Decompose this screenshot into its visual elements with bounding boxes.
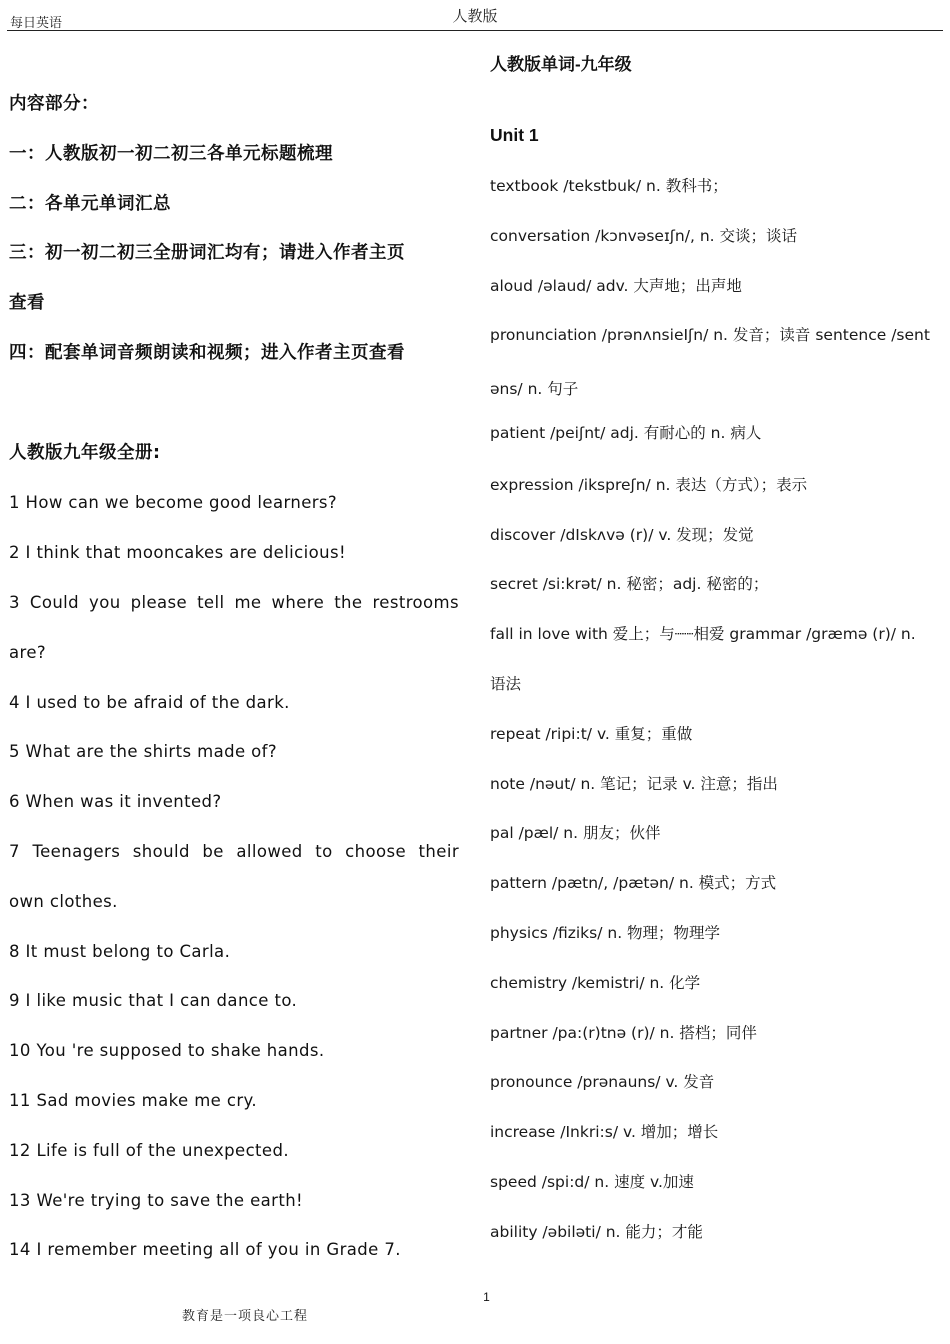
toc-item-3: 三：初一初二初三全册词汇均有；请进入作者主页 <box>9 243 405 264</box>
vocab-entry: chemistry /kemistri/ n. 化学 <box>490 973 701 992</box>
unit-title: 10 You 're supposed to shake hands. <box>9 1041 325 1061</box>
toc-item-4: 四：配套单词音频朗读和视频；进入作者主页查看 <box>9 342 405 363</box>
vocab-entry: pal /pæl/ n. 朋友；伙伴 <box>490 824 661 843</box>
vocab-entry: pattern /pætn/, /pætən/ n. 模式；方式 <box>490 874 777 893</box>
unit-title: 6 When was it invented? <box>9 792 222 812</box>
vocab-entry-cont: 语法 <box>490 674 522 693</box>
vocab-entry: secret /si:krət/ n. 秘密；adj. 秘密的； <box>490 575 769 594</box>
right-column <box>490 40 940 1258</box>
page-number: 1 <box>483 1290 490 1304</box>
vocab-entry: physics /fiziks/ n. 物理；物理学 <box>490 923 721 942</box>
unit-title: 1 How can we become good learners? <box>9 493 338 513</box>
left-column <box>9 80 459 1275</box>
vocab-entry: note /nəut/ n. 笔记；记录 v. 注意；指出 <box>490 774 778 793</box>
vocab-entry: partner /pa:(r)tnə (r)/ n. 搭档；同伴 <box>490 1023 757 1042</box>
unit-title: 5 What are the shirts made of? <box>9 742 278 762</box>
vocab-entry: pronounce /prənauns/ v. 发音 <box>490 1073 715 1092</box>
vocab-entry: speed /spi:d/ n. 速度 v.加速 <box>490 1172 694 1191</box>
grade-heading: 人教版九年级全册: <box>9 442 161 463</box>
unit-title-cont: own clothes. <box>9 891 118 911</box>
vocab-entry: discover /dIskʌvə (r)/ v. 发现；发觉 <box>490 525 754 544</box>
toc-item-1: 一：人教版初一初二初三各单元标题梳理 <box>9 143 333 164</box>
vocab-entry-cont: əns/ n. 句子 <box>490 380 579 399</box>
vocab-entry: pronunciation /prənʌnsieIʃn/ n. 发音；读音 sentence /sent <box>490 326 930 345</box>
toc-heading: 内容部分： <box>9 94 99 114</box>
unit-title: 11 Sad movies make me cry. <box>9 1090 257 1110</box>
header-left-text: 每日英语 <box>10 16 63 31</box>
unit-title: 9 I like music that I can dance to. <box>9 991 298 1011</box>
spacer <box>9 379 459 429</box>
toc-item-2: 二：各单元单词汇总 <box>9 193 171 214</box>
unit-title: 7 Teenagers should be allowed to choose their <box>9 841 459 861</box>
vocab-entry: patient /peiʃnt/ adj. 有耐心的 n. 病人 <box>490 423 762 442</box>
unit-title: 8 It must belong to Carla. <box>9 941 231 961</box>
vocab-entry: ability /əbiləti/ n. 能力；才能 <box>490 1222 703 1241</box>
vocab-title: 人教版单词-九年级 <box>490 55 632 74</box>
unit-title-cont: are? <box>9 642 47 662</box>
unit-title: 14 I remember meeting all of you in Grade 7. <box>9 1240 401 1260</box>
unit-title: 4 I used to be afraid of the dark. <box>9 692 290 712</box>
vocab-entry: increase /Inkri:s/ v. 增加；增长 <box>490 1123 719 1142</box>
footer-slogan: 教育是一项良心工程 <box>182 1309 309 1324</box>
vocab-entry: aloud /əlaud/ adv. 大声地；出声地 <box>490 276 742 295</box>
header-divider <box>7 30 943 31</box>
vocab-entry: textbook /tekstbuk/ n. 教科书； <box>490 177 728 195</box>
vocab-entry: expression /ikspreʃn/ n. 表达（方式）；表示 <box>490 475 808 494</box>
unit-heading: Unit 1 <box>490 125 539 145</box>
unit-title: 2 I think that mooncakes are delicious! <box>9 543 346 563</box>
toc-item-3-cont: 查看 <box>9 293 45 314</box>
unit-title: 3 Could you please tell me where the restrooms <box>9 592 459 612</box>
vocab-entry: fall in love with 爱上；与┈┈相爱 grammar /græmə (r)/ n. <box>490 625 916 644</box>
header-title: 人教版 <box>452 7 498 25</box>
vocab-entry: conversation /kɔnvəseɪʃn/, n. 交谈；谈话 <box>490 226 798 245</box>
vocab-entry: repeat /ripi:t/ v. 重复；重做 <box>490 724 693 743</box>
unit-title: 13 We're trying to save the earth! <box>9 1190 304 1210</box>
unit-title: 12 Life is full of the unexpected. <box>9 1140 289 1160</box>
